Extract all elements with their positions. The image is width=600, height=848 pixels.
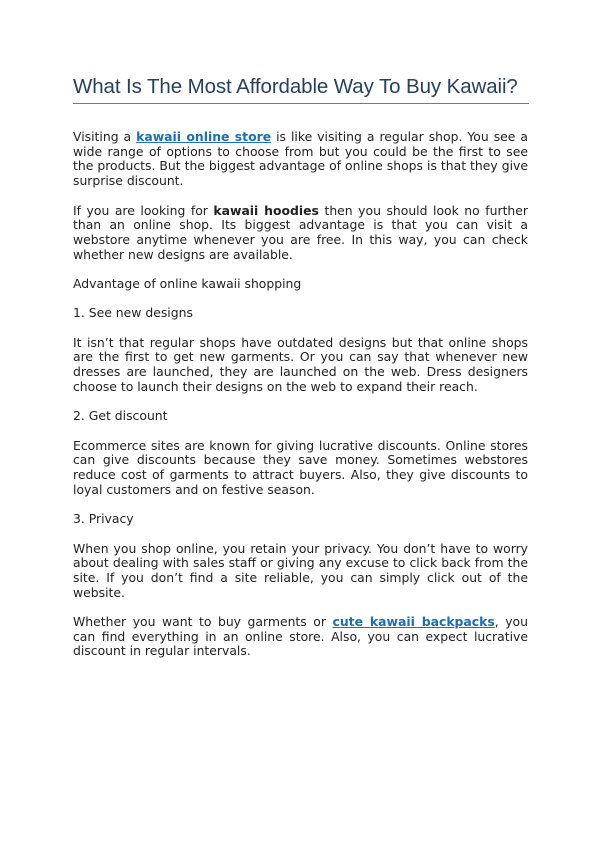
paragraph-privacy: When you shop online, you retain your privacy. You don’t have to worry about dealing with sales staff or giving any excuse to click back from the site. If you don’t find a site reliable, you can simply click out of the website. [73,540,528,600]
paragraph-intro-text-after: is like visiting a regular shop. You see a wide range of options to choose from but you could be the first to see the products. But the biggest advantage of online shops is that they give surprise discount. [73,129,528,189]
kawaii-hoodies-bold: kawaii hoodies [213,202,319,218]
article-body [73,130,528,674]
paragraph-backpacks-text-before: Whether you want to buy garments or [73,614,333,630]
paragraph-discount: Ecommerce sites are known for giving lucrative discounts. Online stores can give discounts because they save money. Sometimes webstores reduce cost of garments to attract buyers. Also, they give discounts to loyal customers and on festive season. [73,437,528,497]
section-heading-discount: 2. Get discount [73,408,168,424]
paragraph-intro-text-before: Visiting a [73,129,137,144]
section-heading-privacy: 3. Privacy [73,511,134,527]
page-title: What Is The Most Affordable Way To Buy Kawaii? [73,75,518,98]
paragraph-hoodies [73,204,528,263]
paragraph-backpacks-text-after: , you can find everything in an online store. Also, you can expect lucrative discount in regular intervals. [73,614,528,659]
paragraph-new-designs: It isn’t that regular shops have outdated designs but that online shops are the first to get new garments. Or you can say that whenever new dresses are launched, they are launched on the web. Dress designers choose to launch their designs on the web to expand their reach. [73,334,528,394]
paragraph-backpacks [73,615,528,659]
advantages-intro: Advantage of online kawaii shopping [73,276,302,291]
cute-kawaii-backpacks-link[interactable]: cute kawaii backpacks [332,614,495,630]
paragraph-intro [73,130,528,189]
title-underline [73,103,529,104]
paragraph-hoodies-text-before: If you are looking for [73,202,214,218]
paragraph-hoodies-text-after: then you should look no further than an online shop. Its biggest advantage is that you can visit a webstore anytime whenever you are free. In this way, you can check whether new designs are available. [73,202,528,262]
kawaii-online-store-link[interactable]: kawaii online store [136,129,272,144]
section-heading-new-designs: 1. See new designs [73,305,193,321]
